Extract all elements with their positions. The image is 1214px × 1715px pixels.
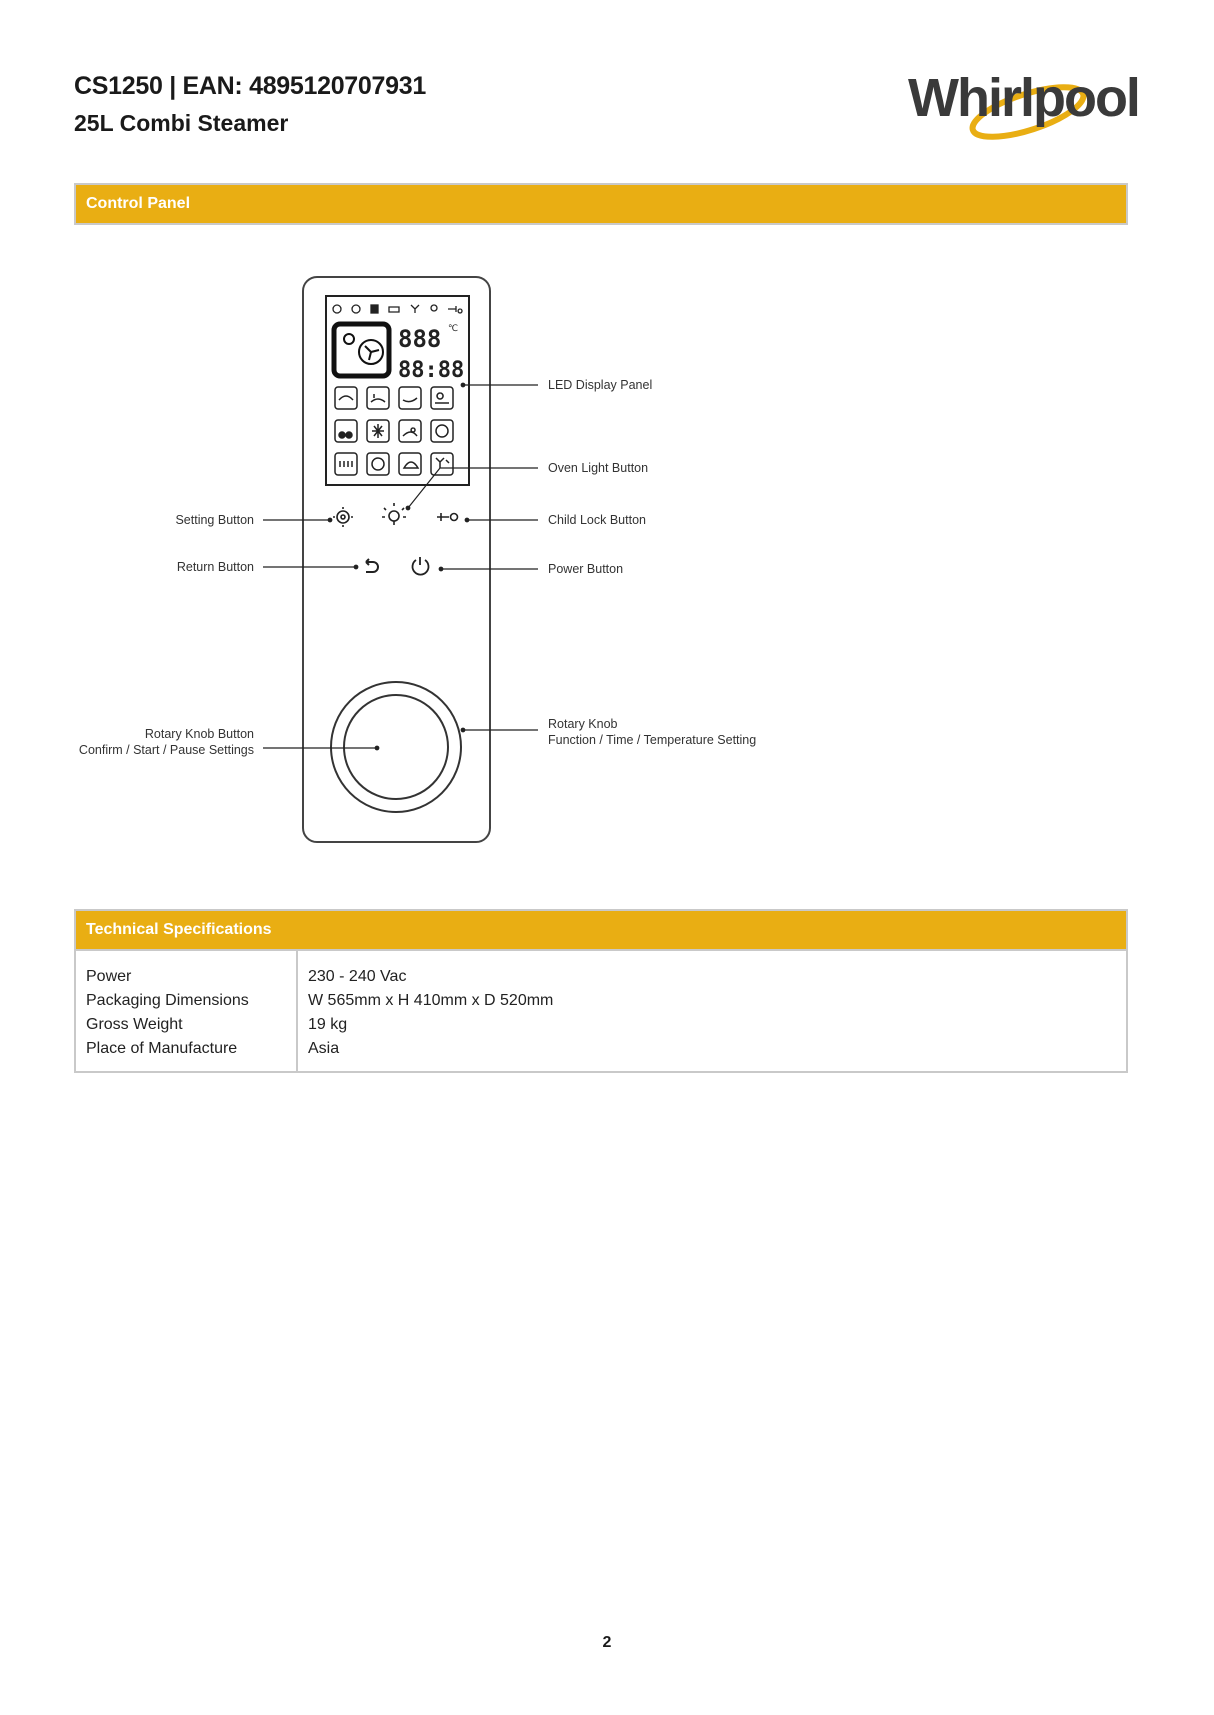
spec-labels-column [76, 949, 298, 1071]
tech-specs-heading: Technical Specifications [74, 909, 1128, 951]
display-digits-top: 888 [398, 325, 442, 353]
product-name-title: 25L Combi Steamer [74, 110, 289, 136]
spec-value: Asia [308, 1040, 340, 1057]
spec-value: 19 kg [308, 1016, 348, 1033]
whirlpool-logo [900, 58, 1150, 150]
control-panel-heading: Control Panel [74, 183, 1128, 225]
spec-value: 230 - 240 Vac [308, 968, 407, 985]
spec-label: Packaging Dimensions [86, 992, 249, 1009]
label-power: Power Button [548, 562, 624, 576]
label-setting: Setting Button [175, 513, 254, 527]
display-digits-bottom: 88:88 [398, 358, 465, 383]
label-child-lock: Child Lock Button [548, 513, 646, 527]
logo-wordmark: Whirlpool [908, 68, 1139, 128]
product-code-title: CS1250 | EAN: 4895120707931 [74, 72, 426, 100]
spec-label: Place of Manufacture [86, 1040, 238, 1057]
label-rotary-knob-2: Function / Time / Temperature Setting [548, 733, 757, 747]
label-return: Return Button [176, 560, 254, 574]
svg-text:℃: ℃ [448, 324, 459, 334]
control-panel-diagram [0, 260, 1214, 860]
page-number: 2 [602, 1634, 612, 1651]
spec-label: Gross Weight [86, 1016, 183, 1033]
spec-value: W 565mm x H 410mm x D 520mm [308, 992, 554, 1009]
label-knob-button-2: Confirm / Start / Pause Settings [78, 743, 254, 757]
label-knob-button-1: Rotary Knob Button [144, 727, 254, 741]
spec-label: Power [86, 968, 132, 985]
label-led-display: LED Display Panel [548, 378, 653, 392]
tech-specs-table [74, 949, 1128, 1073]
label-rotary-knob-1: Rotary Knob [548, 717, 618, 731]
spec-values-column [298, 949, 1126, 1071]
label-oven-light: Oven Light Button [548, 461, 649, 475]
